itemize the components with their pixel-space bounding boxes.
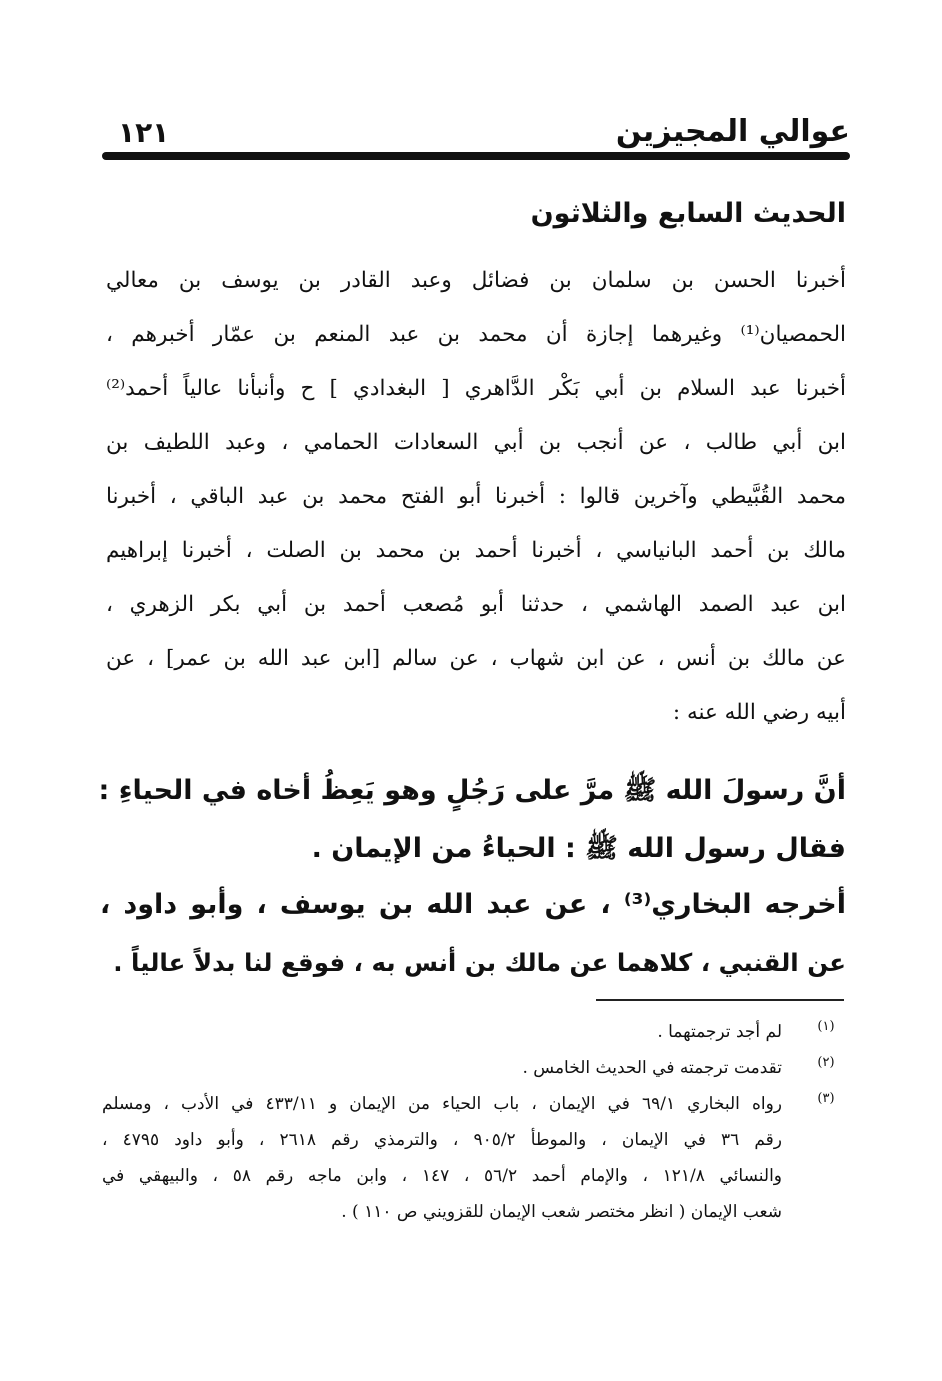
- takhrij-line: أخرجه البخاري⁽³⁾ ، عن عبد الله بن يوسف ، وأبو داود ،: [100, 889, 846, 920]
- footnote-line: والنسائي ١٢١/٨ ، والإمام أحمد ٥٦/٢ ، ١٤٧ ، وابن ماجه رقم ٥٨ ، والبيهقي في: [102, 1166, 783, 1186]
- hadith-line: فقال رسول الله ﷺ : الحياءُ من الإيمان .: [311, 833, 846, 864]
- running-header-title: عوالي المجيزين: [615, 114, 850, 149]
- isnad-line: أخبرنا عبد السلام بن أبي بَكْر الدَّاهري [ البغدادي ] ح وأنبأنا عالياً أحمد⁽²⁾: [106, 376, 846, 401]
- isnad-line: ابن عبد الصمد الهاشمي ، حدثنا أبو مُصعب أحمد بن أبي بكر الزهري ،: [106, 592, 846, 617]
- header-rule: [102, 152, 850, 160]
- footnote-2: [102, 1050, 846, 1086]
- isnad-line: أبيه رضي الله عنه :: [672, 700, 846, 725]
- footnote-number: (١): [817, 1019, 835, 1034]
- isnad-line: محمد القُبَّيطي وآخرين قالوا : أخبرنا أبو الفتح محمد بن عبد الباقي ، أخبرنا: [106, 484, 846, 509]
- footnotes: [102, 1014, 846, 1230]
- isnad-paragraph: [106, 254, 846, 740]
- page-number: ١٢١: [118, 116, 170, 149]
- footnote-line: شعب الإيمان ( انظر مختصر شعب الإيمان للقزويني ص ١١٠ ) .: [341, 1202, 782, 1222]
- isnad-line: عن مالك بن أنس ، عن ابن شهاب ، عن سالم [ابن عبد الله بن عمر] ، عن: [106, 646, 846, 671]
- isnad-line: ابن أبي طالب ، عن أنجب بن أبي السعادات الحمامي ، وعبد اللطيف بن: [106, 430, 846, 455]
- footnote-line: تقدمت ترجمته في الحديث الخامس .: [522, 1058, 782, 1078]
- footnote-line: رقم ٣٦ في الإيمان ، والموطأ ٩٠٥/٢ ، والترمذي رقم ٢٦١٨ ، وأبو داود ٤٧٩٥ ،: [102, 1130, 783, 1150]
- hadith-text: [100, 762, 846, 878]
- footnote-line: رواه البخاري ٦٩/١ في الإيمان ، باب الحياء من الإيمان و ٤٣٣/١١ في الأدب ، ومسلم: [102, 1094, 782, 1114]
- isnad-line: مالك بن أحمد البانياسي ، أخبرنا أحمد بن محمد بن الصلت ، أخبرنا إبراهيم: [106, 538, 846, 563]
- isnad-line: الحمصيان⁽¹⁾ وغيرهما إجازة أن محمد بن عبد المنعم بن عمّار أخبرهم ،: [106, 322, 846, 347]
- footnote-separator: [596, 999, 844, 1001]
- takhrij-line: عن القنبي ، كلاهما عن مالك بن أنس به ، فوقع لنا بدلاً عالياً .: [113, 948, 846, 977]
- chapter-title: الحديث السابع والثلاثون: [530, 198, 846, 229]
- footnote-3: [102, 1086, 846, 1230]
- footnote-line: لم أجد ترجمتهما .: [657, 1022, 782, 1042]
- footnote-number: (٢): [817, 1055, 835, 1070]
- takhrij-text: [100, 876, 846, 992]
- hadith-line: أنَّ رسولَ الله ﷺ مرَّ على رَجُلٍ وهو يَعِظُ أخاه في الحياءِ :: [98, 775, 846, 806]
- isnad-line: أخبرنا الحسن بن سلمان بن فضائل وعبد القادر بن يوسف بن معالي: [106, 268, 846, 293]
- footnote-number: (٣): [817, 1091, 835, 1106]
- footnote-1: [102, 1014, 846, 1050]
